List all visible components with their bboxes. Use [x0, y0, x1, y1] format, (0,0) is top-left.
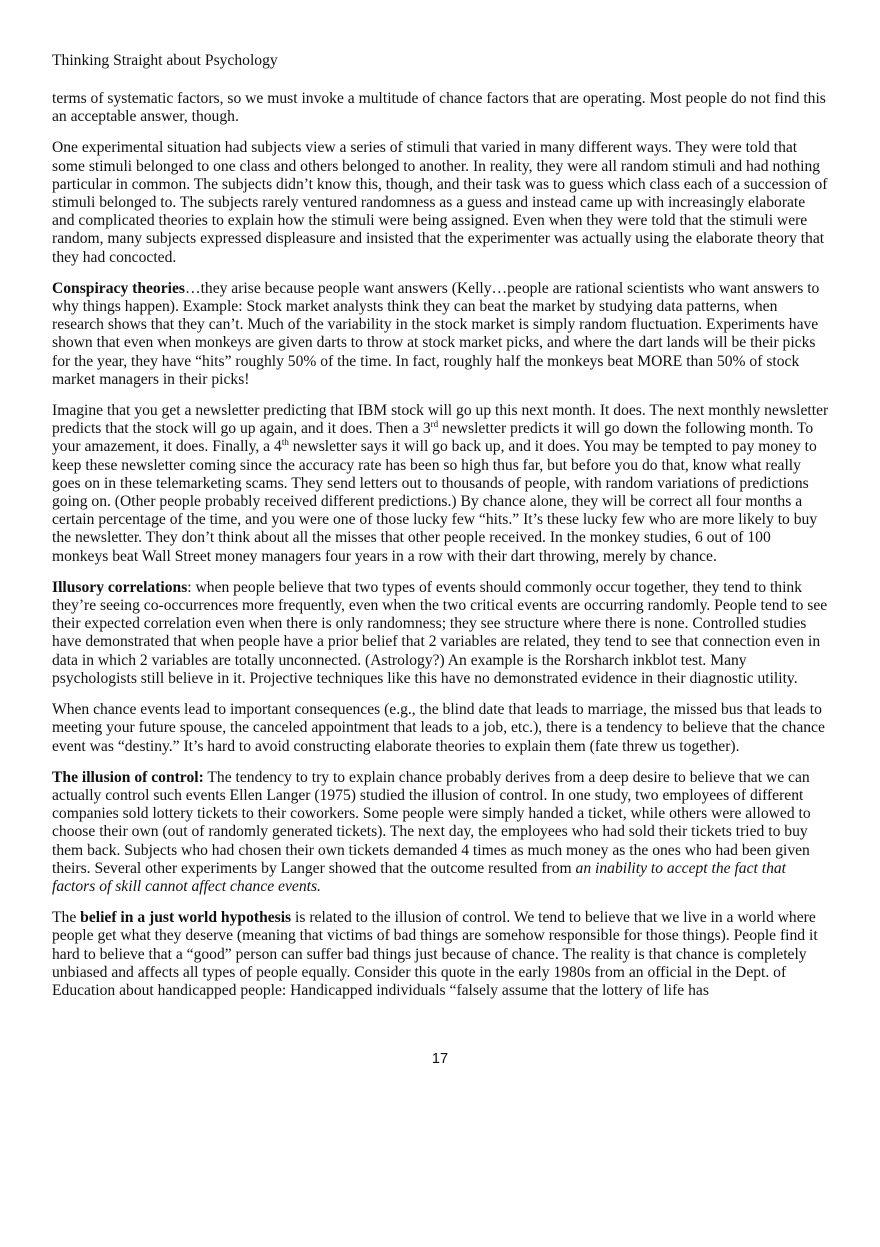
document-body [52, 90, 830, 1013]
paragraph-text: is related to the illusion of control. We tend to believe that we live in a world where people get what they deserve (meaning that victims of bad things are somehow responsible for those things). People find it hard to believe that a “good” person can suffer bad things just because of chance. The reality is that chance is completely unbiased and affects all types of people equally. Consider this quote in the early 1980s from an official in the Dept. of Education about handicapped people: Handicapped individuals “falsely assume that the lottery of life has [52, 909, 818, 999]
paragraph-text: terms of systematic factors, so we must invoke a multitude of chance factors that are operating. Most people do not find this an acceptable answer, though. [52, 90, 826, 126]
paragraph-text: newsletter says it will go back up, and it does. You may be tempted to pay money to keep these newsletter coming since the accuracy rate has been so high thus far, but before you do that, know what really goes on in these telemarketing scams. They send letters out to thousands of people, with random variations of predictions going on. (Other people probably received different predictions.) By chance alone, they will be correct all four months a certain percentage of the time, and you were one of those lucky few “hits.” It’s these lucky few who are more likely to buy the newsletter. They don’t think about all the misses that other people received. In the monkey studies, 6 out of 100 monkeys beat Wall Street money managers four years in a row with their dart throwing, merely by chance. [52, 438, 818, 565]
paragraph-conspiracy-theories [52, 280, 830, 389]
ordinal-suffix: th [281, 437, 289, 448]
paragraph-text: Imagine that you get a newsletter predicting that IBM stock will go up this next month. It does. The next monthly newsletter predicts that the stock will go up again, and it does. Then a 3 [52, 402, 829, 438]
paragraph-random-stimuli-experiment [52, 139, 830, 266]
paragraph-text: …they arise because people want answers (Kelly…people are rational scientists who want answers to why things happen). Example: Stock market analysts think they can beat the market by studying data patterns, when research shows that they can’t. Much of the variability in the stock market is simply random fluctuation. Experiments have shown that even when monkeys are given darts to throw at stock market picks, and where the dart lands will be their picks for the year, they have “hits” roughly 50% of the time. In fact, roughly half the monkeys beat MORE than 50% of stock market managers in their picks! [52, 279, 820, 388]
paragraph-text: : when people believe that two types of events should commonly occur together, they tend to think they’re seeing co-occurrences more frequently, even when the two critical events are occurring randomly. People tend to see their expected correlation even when there is only randomness; they see structure where there is none. Controlled studies have demonstrated that when people have a prior belief that 2 variables are related, they tend to see that connection even in data in which 2 variables are totally unconnected. (Astrology?) An example is the Rorsharch inkblot test. Many psychologists still believe in it. Projective techniques like this have no demonstrated evidence in their diagnostic utility. [52, 578, 828, 687]
paragraph-just-world [52, 909, 830, 1000]
term-heading: The illusion of control: [52, 768, 204, 786]
paragraph-text: One experimental situation had subjects view a series of stimuli that varied in many different ways. They were told that some stimuli belonged to one class and others belonged to another. In reality, they were all random stimuli and had nothing particular in common. The subjects didn’t know this, though, and their task was to guess which class each of a succession of stimuli belonged to. The subjects rarely ventured randomness as a guess and instead came up with increasingly elaborate and complicated theories to explain how the stimuli were being assigned. Even when they were told that the stimuli were random, many subjects expressed displeasure and insisted that the experimenter was actually using the elaborate theory that they had concocted. [52, 139, 828, 266]
paragraph-illusion-of-control [52, 769, 830, 896]
paragraph-text: The tendency to try to explain chance probably derives from a deep desire to believe that we can actually control such events Ellen Langer (1975) studied the illusion of control. In one study, two employees of different companies sold lottery tickets to their coworkers. Some people were simply handed a ticket, while others were allowed to choose their own (out of randomly generated tickets). The next day, the employees who had sold their tickets tried to buy them back. Subjects who had chosen their own tickets demanded 4 times as much money as the ones who had been given theirs. Several other experiments by Langer showed that the outcome resulted from [52, 768, 811, 877]
paragraph-text: newsletter predicts it will go down the following month. To your amazement, it does. Finally, a 4 [52, 420, 814, 456]
paragraph-chance-factors [52, 90, 830, 126]
emphasized-text: an inability to accept the fact that factors of skill cannot affect chance events. [52, 859, 787, 895]
term-heading: belief in a just world hypothesis [80, 909, 292, 927]
paragraph-destiny [52, 701, 830, 756]
paragraph-text: The [52, 909, 81, 927]
term-heading: Conspiracy theories [52, 279, 185, 297]
paragraph-illusory-correlations [52, 579, 830, 688]
term-heading: Illusory correlations [52, 578, 188, 596]
running-header: Thinking Straight about Psychology [52, 52, 278, 69]
page-number: 17 [431, 1051, 449, 1067]
paragraph-text: When chance events lead to important consequences (e.g., the blind date that leads to marriage, the missed bus that leads to meeting your future spouse, the canceled appointment that leads to a job, etc.), there is a tendency to believe that the chance event was “destiny.” It’s hard to avoid constructing elaborate theories to explain them (fate threw us together). [52, 701, 825, 755]
ordinal-suffix: rd [430, 419, 439, 430]
paragraph-newsletter-scam [52, 402, 830, 566]
